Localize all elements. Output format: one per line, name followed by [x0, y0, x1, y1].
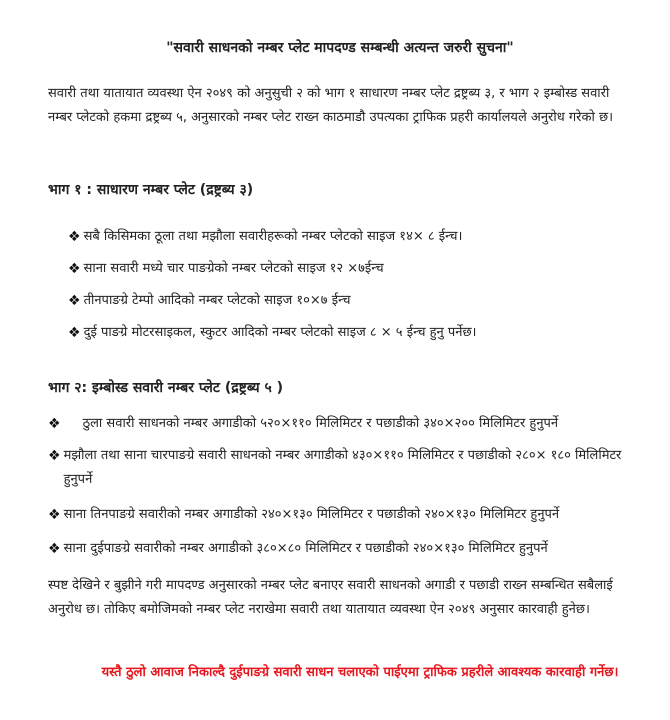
- section-2-item: [48, 537, 638, 561]
- section-1-item-text: तीनपाङग्रे टेम्पो आदिको नम्बर प्लेटको साइज १०×७ ईन्च: [83, 293, 351, 308]
- section-1-item: [68, 225, 462, 249]
- section-1-item: [68, 257, 384, 281]
- section-2-item-text: साना तिनपाङग्रे सवारीको नम्बर अगाडीको २४०×१३० मिलिमिटर र पछाडीको २४०×१३० मिलिमिटर हुनुपर्ने: [63, 507, 560, 522]
- section-1-heading: भाग १ : साधारण नम्बर प्लेट (द्रष्ट्रब्य ३): [48, 182, 254, 198]
- section-1-item: [68, 289, 350, 313]
- section-1-item-text: दुई पाङग्रे मोटरसाइकल, स्कुटर आदिको नम्बर प्लेटको साइज ८ × ५ ईन्च हुनु पर्नेछ।: [83, 325, 477, 340]
- section-2-item-text: साना दुईपाङग्रे सवारीको नम्बर अगाडीको ३८०×८० मिलिमिटर र पछाडीको २४०×१३० मिलिमिटर हुनुपर्ने: [63, 541, 548, 556]
- section-2-item-text: मझौला तथा साना चारपाङग्रे सवारी साधनको नम्बर अगाडीको ४३०×११० मिलिमिटर र पछाडीको २८०× १८० मिलिमिटर हुनुपर्ने: [63, 448, 622, 487]
- section-2-item: [48, 412, 638, 436]
- four-diamond-bullet-icon: ❖: [68, 325, 81, 341]
- four-diamond-bullet-icon: ❖: [68, 229, 81, 245]
- section-2-heading: भाग २: इम्बोस्ड सवारी नम्बर प्लेट (द्रष्ट्रब्य ५ ): [48, 380, 284, 396]
- four-diamond-bullet-icon: ❖: [48, 448, 61, 464]
- four-diamond-bullet-icon: ❖: [68, 261, 81, 277]
- document-title: "सवारी साधनको नम्बर प्लेट मापदण्ड सम्बन्धी अत्यन्त जरुरी सुचना": [166, 40, 514, 56]
- closing-paragraph: स्पष्ट देखिने र बुझीने गरी मापदण्ड अनुसारको नम्बर प्लेट बनाएर सवारी साधनको अगाडी र पछाडी राख्न सम्बन्धित सबैलाई अनुरोध छ। तोकिए बमोजिमको नम्बर प्लेट नराखेमा सवारी तथा यातायात व्यवस्था ऐन २०४९ अनुसार कारवाही हुनेछ।: [48, 578, 613, 617]
- section-2-item: [48, 503, 638, 527]
- section-2-item: [48, 444, 638, 492]
- four-diamond-bullet-icon: ❖: [68, 293, 81, 309]
- section-2-item-text: ठुला सवारी साधनको नम्बर अगाडीको ५२०×११० मिलिमिटर र पछाडीको ३४०×२०० मिलिमिटर हुनुपर्ने: [82, 416, 559, 431]
- four-diamond-bullet-icon: ❖: [48, 507, 61, 523]
- intro-paragraph: सवारी तथा यातायात व्यवस्था ऐन २०४९ को अनुसुची २ को भाग १ साधारण नम्बर प्लेट द्रष्ट्रब्य ३, र भाग २ इम्बोस्ड सवारी नम्बर प्लेटको हकमा द्रष्ट्रब्य ५, अनुसारको नम्बर प्लेट राख्न काठमाडौ उपत्यका ट्राफिक प्रहरी कार्यालयले अनुरोध गरेको छ।: [48, 86, 614, 125]
- section-1-item: [68, 321, 477, 345]
- section-1-item-text: साना सवारी मध्ये चार पाङग्रेको नम्बर प्लेटको साइज १२ ×७ईन्च: [83, 261, 384, 276]
- section-1-item-text: सबै किसिमका ठूला तथा मझौला सवारीहरूको नम्बर प्लेटको साइज १४× ८ ईन्च।: [83, 229, 463, 244]
- four-diamond-bullet-icon: ❖: [48, 416, 61, 432]
- warning-notice: यस्तै ठुलो आवाज निकाल्दै दुईपाङग्रे सवारी साधन चलाएको पाईएमा ट्राफिक प्रहरीले आवश्यक कारवाही गर्नेछ।: [101, 665, 619, 680]
- four-diamond-bullet-icon: ❖: [48, 541, 61, 557]
